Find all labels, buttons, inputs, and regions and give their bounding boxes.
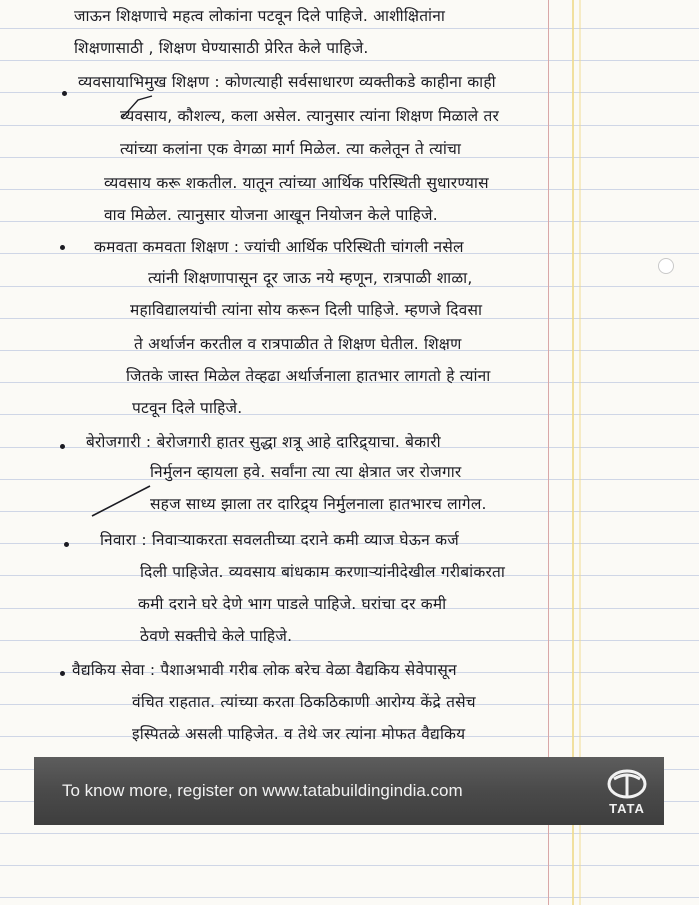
text-line: दिली पाहिजेत. व्यवसाय बांधकाम करणाऱ्यांनीदेखील गरीबांकरता	[140, 563, 506, 581]
ruled-line	[0, 865, 699, 866]
ruled-line	[0, 414, 699, 415]
text-line: त्यांनी शिक्षणापासून दूर जाऊ नये म्हणून, रात्रपाळी शाळा,	[148, 269, 473, 287]
text-line: वाव मिळेल. त्यानुसार योजना आखून नियोजन केले पाहिजे.	[104, 206, 438, 224]
punch-hole	[658, 258, 674, 274]
text-line: निर्मुलन व्हायला हवे. सर्वांना त्या त्या क्षेत्रात जर रोजगार	[150, 463, 462, 481]
bullet-icon	[60, 444, 65, 449]
ruled-line	[0, 92, 699, 93]
text-line: ठेवणे सक्तीचे केले पाहिजे.	[140, 627, 293, 645]
text-line: कमवता कमवता शिक्षण : ज्यांची आर्थिक परिस्थिती चांगली नसेल	[94, 238, 464, 256]
logo-text: TATA	[609, 801, 645, 816]
text-line: ते अर्थार्जन करतील व रात्रपाळीत ते शिक्षण घेतील. शिक्षण	[134, 335, 462, 353]
text-line: सहज साध्य झाला तर दारिद्र्य निर्मुलनाला हातभारच लागेल.	[150, 495, 487, 513]
ruled-line	[0, 28, 699, 29]
text-line: निवारा : निवाऱ्याकरता सवलतीच्या दराने कमी व्याज घेऊन कर्ज	[100, 531, 459, 549]
ruled-line	[0, 640, 699, 641]
text-line: व्यवसाय, कौशल्य, कला असेल. त्यानुसार त्यांना शिक्षण मिळाले तर	[120, 107, 500, 125]
ruled-line	[0, 60, 699, 61]
text-line: कमी दराने घरे देणे भाग पाडले पाहिजे. घरांचा दर कमी	[138, 595, 447, 613]
bullet-icon	[60, 671, 65, 676]
text-line: जाऊन शिक्षणाचे महत्व लोकांना पटवून दिले पाहिजे. आशीक्षितांना	[74, 7, 446, 25]
text-line: शिक्षणासाठी , शिक्षण घेण्यासाठी प्रेरित केले पाहिजे.	[74, 39, 369, 57]
text-line: महाविद्यालयांची त्यांना सोय करून दिली पाहिजे. म्हणजे दिवसा	[130, 301, 483, 319]
text-line: इस्पितळे असली पाहिजेत. व तेथे जर त्यांना मोफत वैद्यकिय	[132, 725, 466, 743]
text-line: बेरोजगारी : बेरोजगारी हातर सुद्धा शत्रू आहे दारिद्र्याचा. बेकारी	[86, 433, 441, 451]
text-line: पटवून दिले पाहिजे.	[132, 399, 243, 417]
text-line: वैद्यकिय सेवा : पैशाअभावी गरीब लोक बरेच वेळा वैद्यकिय सेवेपासून	[72, 661, 457, 679]
text-line: व्यवसायाभिमुख शिक्षण : कोणत्याही सर्वसाधारण व्यक्तीकडे काहीना काही	[78, 73, 496, 91]
advert-banner	[34, 757, 664, 825]
bullet-icon	[60, 245, 65, 250]
text-line: व्यवसाय करू शकतील. यातून त्यांच्या आर्थिक परिस्थिती सुधारण्यास	[104, 174, 489, 192]
text-line: वंचित राहतात. त्यांच्या करता ठिकठिकाणी आरोग्य केंद्रे तसेच	[132, 693, 476, 711]
text-line: जितके जास्त मिळेल तेव्हढा अर्थार्जनाला हातभार लागतो हे त्यांना	[126, 367, 491, 385]
ruled-line	[0, 833, 699, 834]
bullet-icon	[62, 91, 67, 96]
bullet-icon	[64, 542, 69, 547]
text-line: त्यांच्या कलांना एक वेगळा मार्ग मिळेल. त्या कलेतून ते त्यांचा	[120, 140, 462, 158]
ruled-line	[0, 897, 699, 898]
banner-text: To know more, register on www.tatabuildingindia.com	[62, 781, 463, 800]
